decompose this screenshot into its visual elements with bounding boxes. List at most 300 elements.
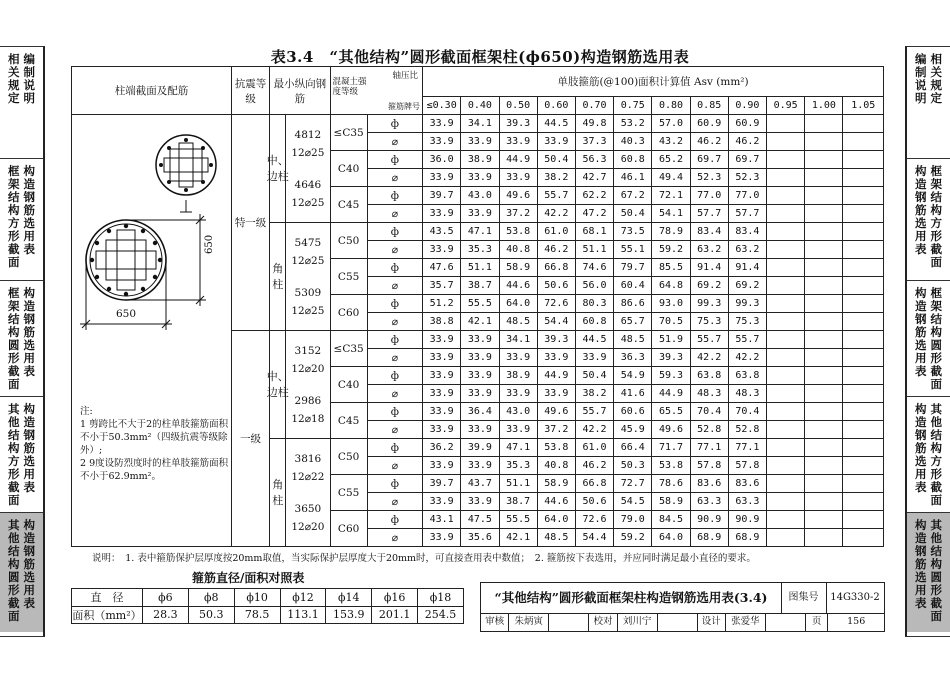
value-cell: 48.3 [690,385,728,403]
value-cell: 33.9 [461,169,499,187]
tab-char: 形 [930,229,942,243]
value-cell: 33.9 [423,529,461,547]
value-cell: 43.1 [423,511,461,529]
tab-char: 选 [915,570,927,584]
tab-char: 面 [8,377,20,391]
value-cell: 51.1 [575,241,613,259]
value-cell: 53.2 [614,115,652,133]
tab-char: 面 [930,377,942,391]
tab-char: 用 [915,351,927,365]
tab-char: 方 [8,216,20,230]
tab-char: 截 [8,480,20,494]
value-cell: 33.9 [537,133,575,151]
value-cell: 35.3 [499,457,537,475]
concrete-grade-cell: ≤C35 [330,331,367,367]
value-cell: 56.0 [575,277,613,295]
column-position-label: 角柱 [272,261,284,291]
value-cell: 47.1 [499,439,537,457]
value-cell: 33.9 [499,421,537,439]
tab-char: 表 [23,596,35,610]
rebar-spec: 12⌀22 [291,470,325,483]
rebar-spec: 12⌀25 [291,304,325,317]
stirrup-type-cell: ф [367,295,422,313]
tab-char: 结 [8,190,20,204]
reviewer-name: 朱炳寅 [509,613,549,631]
ratio-cell: 0.95 [767,97,805,115]
tab-char: 造 [23,415,35,429]
ratio-cell: ≤0.30 [423,97,461,115]
value-cell: 42.1 [461,313,499,331]
value-cell: 48.5 [499,313,537,331]
value-cell: 33.9 [423,457,461,475]
value-cell: 36.2 [423,439,461,457]
tab-char: 形 [8,467,20,481]
stirrup-type-cell: ⌀ [367,313,422,331]
tab-char: 选 [23,338,35,352]
stirrup-type-cell: ф [367,259,422,277]
value-cell: 52.3 [690,169,728,187]
diameter-row [72,589,464,607]
concrete-grade-cell: C55 [330,475,367,511]
value-cell: 78.9 [652,223,690,241]
value-cell: 33.9 [423,349,461,367]
value-cell: 39.9 [461,439,499,457]
tab-char: 表 [915,242,927,256]
rebar-area: 4646 [294,178,322,191]
tab-char: 表 [23,480,35,494]
value-cell: 78.6 [652,475,690,493]
tab-char: 框 [930,286,942,300]
tab-char: 选 [915,338,927,352]
tab-char: 选 [23,216,35,230]
tab-char: 造 [915,177,927,191]
dim-horizontal-label: 650 [116,308,137,320]
value-cell: 41.6 [614,385,652,403]
value-cell: 49.6 [499,187,537,205]
tab-char: 截 [930,596,942,610]
tab-char: 筋 [23,441,35,455]
value-cell: 44.9 [652,385,690,403]
value-cell: 43.0 [499,403,537,421]
value-cell: 33.9 [423,331,461,349]
value-cell: 75.3 [728,313,766,331]
concrete-grade-cell: C50 [330,439,367,475]
concrete-grade-cell: C45 [330,187,367,223]
note-1: 1 剪跨比不大于2的柱单肢箍筋面积不小于50.3mm²（四级抗震等级除外）; [80,419,229,456]
tab-char: 选 [915,216,927,230]
value-cell: 85.5 [652,259,690,277]
value-cell: 99.3 [728,295,766,313]
value-cell: 33.9 [499,133,537,151]
tab-char: 钢 [915,312,927,326]
value-cell: 72.1 [652,187,690,205]
value-cell: 91.4 [728,259,766,277]
tab-char: 框 [8,164,20,178]
value-cell: 90.9 [728,511,766,529]
value-cell: 46.2 [728,133,766,151]
value-cell: 72.7 [614,475,652,493]
tab-char: 表 [915,480,927,494]
tab-char: 筋 [915,203,927,217]
tab-char: 钢 [23,190,35,204]
value-cell: 46.1 [614,169,652,187]
tab-char: 钢 [915,190,927,204]
tab-char: 构 [8,441,20,455]
value-cell: 86.6 [614,295,652,313]
tab-char: 截 [930,364,942,378]
tab-char: 制 [915,65,927,79]
tab-char: 框 [930,164,942,178]
tab-char: 构 [23,402,35,416]
value-cell: 33.9 [461,331,499,349]
tab-char: 结 [8,312,20,326]
value-cell: 55.1 [614,241,652,259]
value-cell: 33.9 [537,385,575,403]
tab-char: 架 [8,177,20,191]
tab-char: 筋 [23,557,35,571]
notes-head: 注: [80,406,93,417]
value-cell: 50.4 [575,367,613,385]
value-cell: 68.9 [728,529,766,547]
tab-char: 圆 [930,338,942,352]
tab-char: 构 [915,164,927,178]
tab-char: 架 [930,177,942,191]
value-cell: 62.2 [575,187,613,205]
value-cell: 66.8 [537,259,575,277]
value-cell: 33.9 [461,421,499,439]
stirrup-type-header: 箍筋牌号 [388,102,421,111]
ratio-cell: 1.00 [805,97,843,115]
notes [80,405,230,483]
concrete-grade-cell: C55 [330,259,367,295]
tab-char: 面 [8,493,20,507]
tab-char: 钢 [23,428,35,442]
value-cell: 33.9 [461,349,499,367]
tab-char: 截 [930,480,942,494]
stirrup-type-cell: ⌀ [367,133,422,151]
tab-char: 构 [8,325,20,339]
rebar-area: 3152 [294,344,322,357]
value-cell: 42.7 [575,169,613,187]
value-cell: 63.8 [690,367,728,385]
value-cell: 38.9 [461,151,499,169]
diameter-cell: ϕ16 [372,589,418,607]
value-cell: 83.6 [728,475,766,493]
value-cell: 60.9 [728,115,766,133]
tab-char: 规 [930,78,942,92]
value-cell: 39.3 [537,331,575,349]
tab-char: 构 [8,557,20,571]
tab-char: 用 [915,229,927,243]
tab-char: 构 [930,441,942,455]
tab-char: 他 [8,531,20,545]
stirrup-type-cell: ⌀ [367,385,422,403]
value-cell: 44.6 [537,493,575,511]
value-cell: 55.5 [461,295,499,313]
tab-char: 结 [930,312,942,326]
tab-char: 面 [8,255,20,269]
value-cell: 39.3 [499,115,537,133]
tab-char: 他 [8,415,20,429]
value-cell: 33.9 [423,385,461,403]
designer-name: 张爱华 [726,613,766,631]
rebar-spec: 12⌀20 [291,520,325,533]
value-cell: 60.8 [614,151,652,169]
tab-char: 他 [930,415,942,429]
tab-char: 表 [915,596,927,610]
fig-label: 图集号 [781,583,827,613]
stirrup-type-cell: ф [367,511,422,529]
value-cell: 39.7 [423,475,461,493]
value-cell: 42.2 [537,205,575,223]
value-cell: 33.9 [423,367,461,385]
value-cell: 38.2 [537,169,575,187]
value-cell: 77.0 [728,187,766,205]
tab-char: 构 [915,286,927,300]
value-cell: 36.0 [423,151,461,169]
tab-char: 筋 [915,557,927,571]
value-cell: 33.9 [575,349,613,367]
value-cell: 49.4 [652,169,690,187]
value-cell: 60.9 [690,115,728,133]
value-cell: 84.5 [652,511,690,529]
value-cell: 33.9 [499,385,537,403]
value-cell: 55.5 [499,511,537,529]
tab-char: 造 [915,415,927,429]
value-cell: 33.9 [423,169,461,187]
tab-char: 面 [8,609,20,623]
value-cell: 51.1 [461,259,499,277]
value-cell: 63.3 [728,493,766,511]
value-cell: 64.8 [652,277,690,295]
tab-char: 他 [930,531,942,545]
tab-char: 面 [930,609,942,623]
value-cell: 47.1 [461,223,499,241]
value-cell: 33.9 [423,205,461,223]
value-cell: 49.6 [537,403,575,421]
checker-name: 刘川宁 [618,613,658,631]
value-cell: 59.2 [652,241,690,259]
tab-char: 说 [915,78,927,92]
value-cell: 66.8 [575,475,613,493]
value-cell: 64.0 [537,511,575,529]
tab-char: 用 [23,229,35,243]
value-cell: 69.7 [728,151,766,169]
area-cell: 113.1 [280,606,326,624]
value-cell: 54.1 [652,205,690,223]
stirrup-type-cell: ф [367,439,422,457]
area-cell: 50.3 [188,606,234,624]
page-label: 页 [806,613,828,631]
value-cell: 54.5 [614,493,652,511]
area-cell: 254.5 [418,606,464,624]
rebar-area: 3816 [294,452,322,465]
value-cell: 90.9 [690,511,728,529]
tab-char: 构 [23,164,35,178]
tab-char: 编 [915,52,927,66]
tab-char: 截 [8,596,20,610]
tab-char: 其 [930,402,942,416]
column-position-label: 中、边柱 [266,369,289,399]
tab-char: 制 [23,65,35,79]
concrete-grade-cell: C45 [330,403,367,439]
checker-signature [658,613,698,631]
value-cell: 77.1 [690,439,728,457]
stirrup-type-cell: ⌀ [367,493,422,511]
min-rebar-header: 最小纵向钢筋 [270,67,330,115]
value-cell: 33.9 [423,241,461,259]
tab-char: 其 [8,518,20,532]
stirrup-type-cell: ф [367,403,422,421]
value-cell: 39.7 [423,187,461,205]
value-cell: 55.7 [690,331,728,349]
area-cell: 153.9 [326,606,372,624]
value-cell: 65.7 [614,313,652,331]
rebar-spec: 12⌀25 [291,146,325,159]
tab-char: 圆 [8,338,20,352]
value-cell: 52.3 [728,169,766,187]
column-position-label: 角柱 [272,477,284,507]
value-cell: 51.1 [499,475,537,493]
value-cell: 77.1 [728,439,766,457]
stirrup-type-cell: ⌀ [367,349,422,367]
value-cell: 44.6 [499,277,537,295]
tab-char: 形 [8,583,20,597]
area-cell: 201.1 [372,606,418,624]
stirrup-type-cell: ф [367,187,422,205]
tab-char: 筋 [915,441,927,455]
value-cell: 71.7 [652,439,690,457]
value-cell: 47.6 [423,259,461,277]
tab-char: 造 [23,177,35,191]
value-cell: 69.2 [690,277,728,295]
value-cell: 40.3 [614,133,652,151]
tab-char: 表 [23,364,35,378]
ratio-cell: 0.70 [575,97,613,115]
value-cell: 35.7 [423,277,461,295]
value-cell: 49.8 [575,115,613,133]
value-cell: 72.6 [537,295,575,313]
diameter-cell: ϕ14 [326,589,372,607]
ratio-cell: 0.90 [728,97,766,115]
area-cell: 78.5 [234,606,280,624]
value-cell: 36.3 [614,349,652,367]
design-label: 设计 [698,613,726,631]
value-cell: 74.6 [575,259,613,277]
tab-char: 架 [8,299,20,313]
value-cell: 69.7 [690,151,728,169]
value-cell: 48.5 [614,331,652,349]
value-cell: 35.6 [461,529,499,547]
value-cell: 44.5 [575,331,613,349]
value-cell: 61.0 [537,223,575,241]
value-cell: 56.3 [575,151,613,169]
value-cell: 83.6 [690,475,728,493]
concrete-grade-cell: C50 [330,223,367,259]
value-cell: 63.8 [728,367,766,385]
tab-char: 用 [23,351,35,365]
stirrup-type-cell: ⌀ [367,277,422,295]
value-cell: 33.9 [423,115,461,133]
value-cell: 83.4 [728,223,766,241]
value-cell: 64.0 [499,295,537,313]
value-cell: 54.4 [575,529,613,547]
value-cell: 38.8 [423,313,461,331]
area-row [72,606,464,624]
tab-char: 关 [8,65,20,79]
value-cell: 50.4 [614,205,652,223]
tab-char: 选 [23,454,35,468]
tab-char: 钢 [915,428,927,442]
value-cell: 35.3 [461,241,499,259]
tab-char: 面 [930,255,942,269]
ratio-cell: 0.40 [461,97,499,115]
tab-char: 构 [930,557,942,571]
value-cell: 38.2 [575,385,613,403]
tab-char: 结 [930,190,942,204]
value-cell: 42.1 [499,529,537,547]
ratio-cell: 0.80 [652,97,690,115]
value-cell: 63.3 [690,493,728,511]
reviewer-signature [549,613,589,631]
value-cell: 57.8 [728,457,766,475]
axial-header: 轴压比 [392,71,419,81]
area-table-title: 箍筋直径/面积对照表 [192,571,305,585]
tab-char: 结 [8,428,20,442]
value-cell: 46.2 [690,133,728,151]
tab-char: 构 [930,325,942,339]
diameter-cell: ϕ18 [418,589,464,607]
tab-char: 钢 [23,312,35,326]
tab-char: 构 [23,286,35,300]
value-cell: 52.8 [728,421,766,439]
tab-char: 方 [930,454,942,468]
value-cell: 64.0 [652,529,690,547]
tab-char: 用 [915,583,927,597]
tab-char: 定 [8,91,20,105]
tab-char: 结 [8,544,20,558]
tab-char: 方 [8,454,20,468]
tab-char: 构 [915,402,927,416]
value-cell: 43.5 [423,223,461,241]
tab-char: 筋 [915,325,927,339]
value-cell: 83.4 [690,223,728,241]
ratio-cell: 0.75 [614,97,652,115]
tab-char: 用 [23,467,35,481]
value-cell: 93.0 [652,295,690,313]
value-cell: 50.3 [614,457,652,475]
value-cell: 48.5 [537,529,575,547]
tab-char: 选 [915,454,927,468]
tab-char: 形 [930,583,942,597]
value-cell: 39.3 [652,349,690,367]
value-cell: 55.7 [575,403,613,421]
tab-char: 框 [8,286,20,300]
value-cell: 59.3 [652,367,690,385]
value-cell: 55.7 [537,187,575,205]
rebar-area: 4812 [294,128,322,141]
value-cell: 40.8 [499,241,537,259]
diameter-area-table [71,588,464,624]
concrete-header: 混凝土强度等级 [332,77,367,97]
value-cell: 72.6 [575,511,613,529]
rebar-area: 3650 [294,502,322,515]
value-cell: 42.2 [575,421,613,439]
tab-char: 选 [23,570,35,584]
value-cell: 70.4 [690,403,728,421]
value-cell: 70.5 [652,313,690,331]
value-cell: 33.9 [461,457,499,475]
